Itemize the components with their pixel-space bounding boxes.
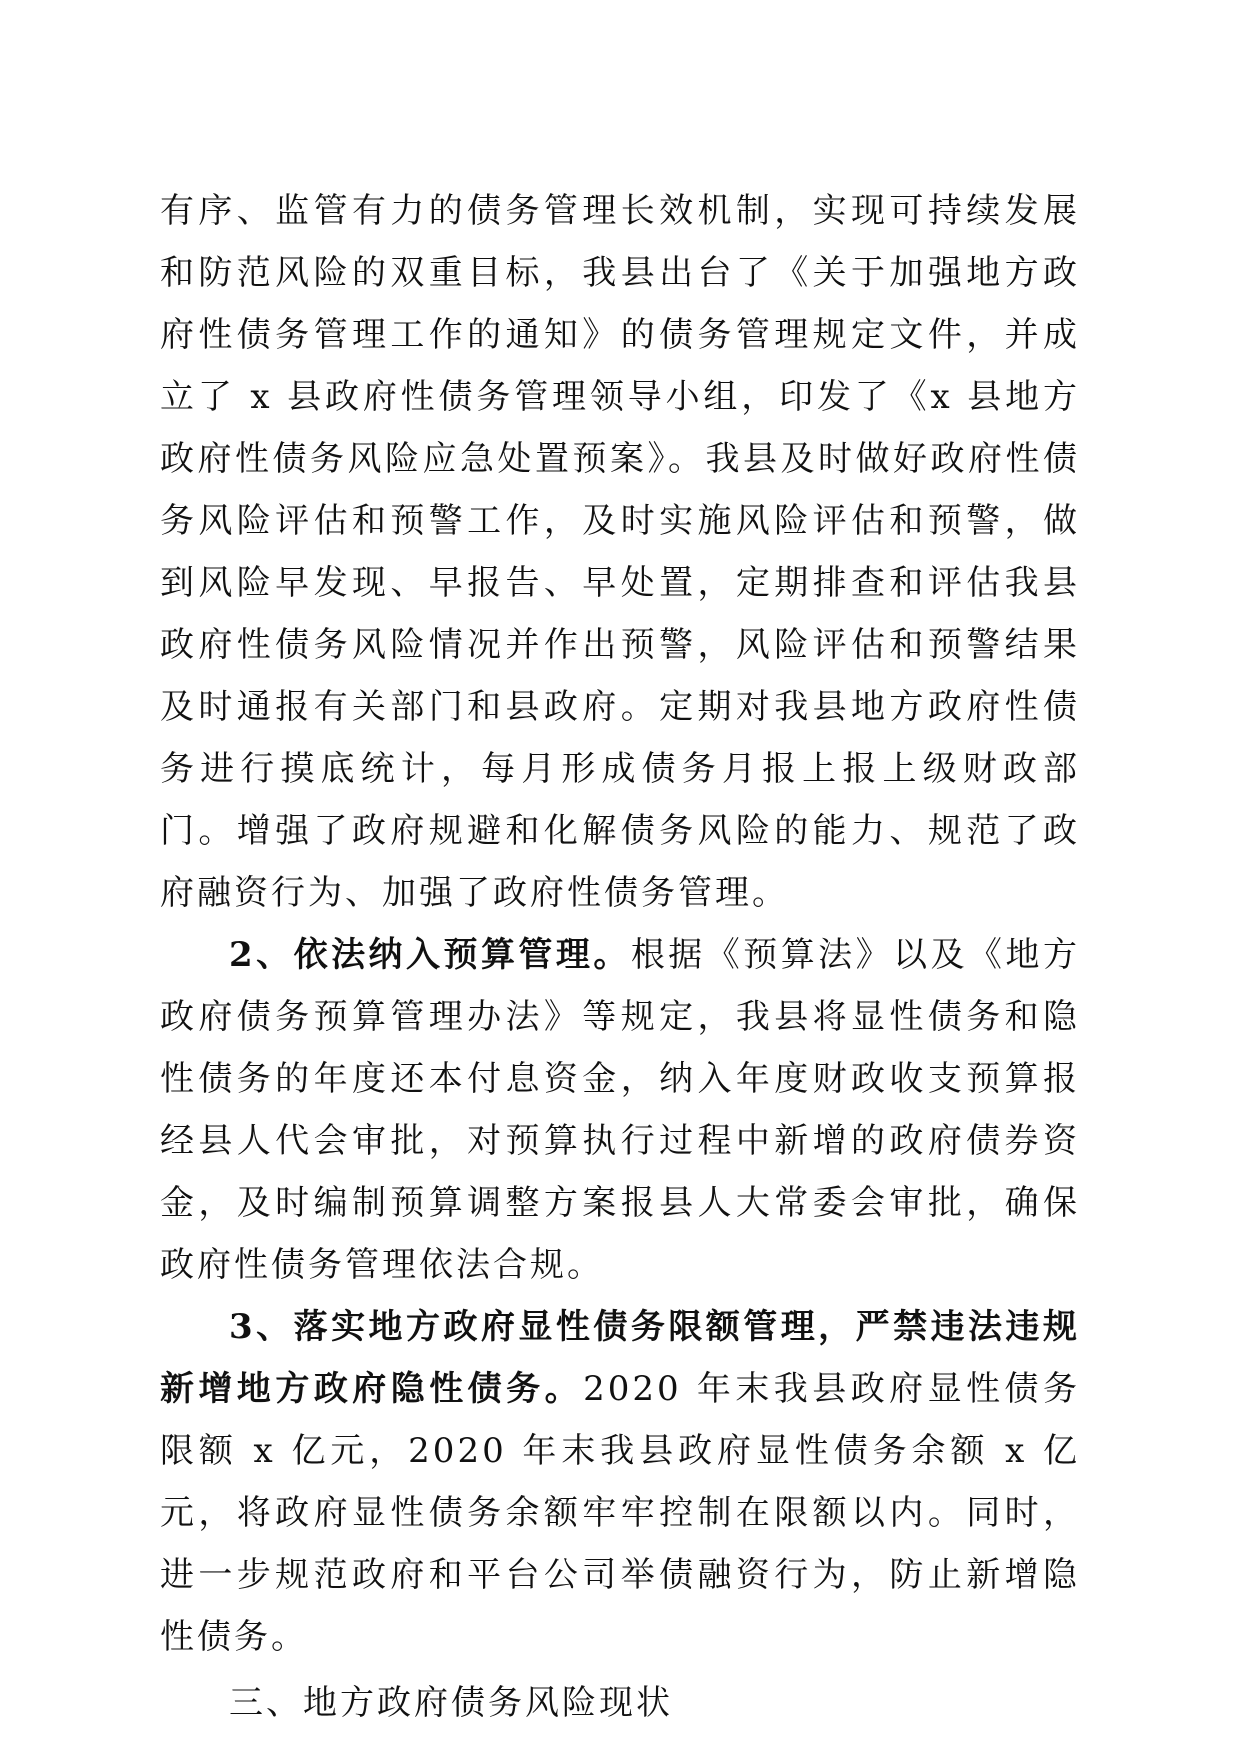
- paragraph-limit-management: [160, 1296, 1080, 1668]
- paragraph-heading: 2、依法纳入预算管理。: [229, 935, 631, 975]
- paragraph-heading: 3、落实地方政府显性债务限额管理，严禁违法违规新增地方政府隐性债务。: [160, 1307, 1080, 1409]
- paragraph-body: 根据《预算法》以及《地方政府债务预算管理办法》等规定，我县将显性债务和隐性债务的年度还本付息资金，纳入年度财政收支预算报经县人代会审批，对预算执行过程中新增的政府债券资金，及时编制预算调整方案报县人大常委会审批，确保政府性债务管理依法合规。: [160, 935, 1080, 1285]
- paragraph-body: 2020 年末我县政府显性债务限额 x 亿元，2020 年末我县政府显性债务余额 x 亿元，将政府显性债务余额牢牢控制在限额以内。同时，进一步规范政府和平台公司举债融资行为，防止新增隐性债务。: [160, 1369, 1080, 1657]
- paragraph-budget-management: [160, 924, 1080, 1296]
- section-heading: 三、地方政府债务风险现状: [229, 1683, 673, 1723]
- paragraph-debt-mechanism: 有序、监管有力的债务管理长效机制，实现可持续发展和防范风险的双重目标，我县出台了《关于加强地方政府性债务管理工作的通知》的债务管理规定文件，并成立了 x 县政府性债务管理领导小组，印发了《x 县地方政府性债务风险应急处置预案》。我县及时做好政府性债务风险评估和预警工作，及时实施风险评估和预警，做到风险早发现、早报告、早处置，定期排查和评估我县政府性债务风险情况并作出预警，风险评估和预警结果及时通报有关部门和县政府。定期对我县地方政府性债务进行摸底统计，每月形成债务月报上报上级财政部门。增强了政府规避和化解债务风险的能力、规范了政府融资行为、加强了政府性债务管理。: [160, 191, 1080, 913]
